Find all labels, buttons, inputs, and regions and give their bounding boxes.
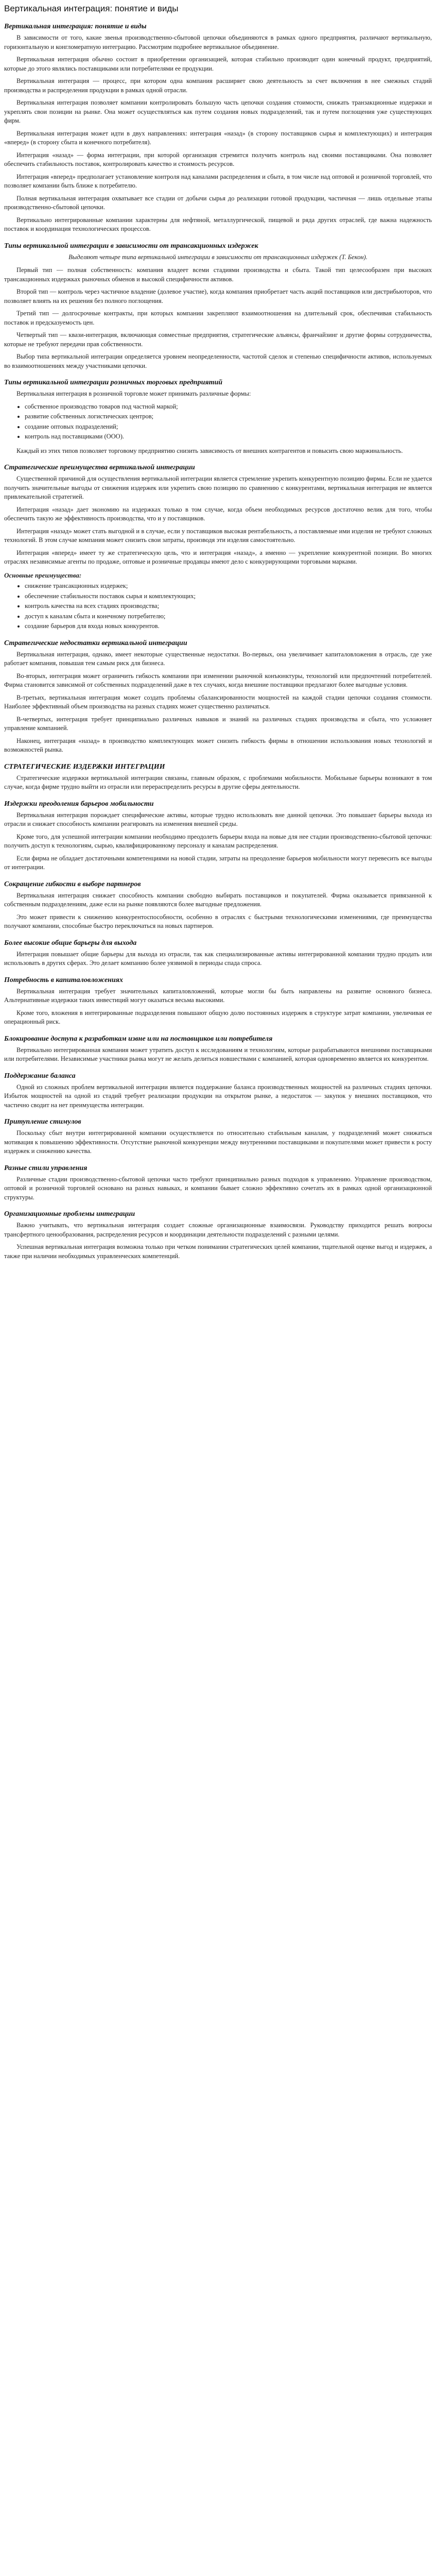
section-heading: Поддержание баланса (4, 1072, 76, 1080)
section-flexibility (4, 879, 432, 931)
intro-paragraph: Вертикальная интеграция обычно состоит в приобретении организацией, которая стабильно производит один конечный продукт, предприятий, которые до этого являлись поставщиками или потребителями ее продукции. (4, 56, 432, 72)
section-paragraph: Интеграция «назад» может стать выгодной и в случае, если у поставщиков высокая рентабельность, а поставляемые ими изделия не требуют сложных технологий. В этом случае компания может снизить свои затраты, производя эти изделия самостоятельно. (4, 527, 432, 544)
intro-paragraph: Интеграция «назад» — форма интеграции, при которой организация стремится получить контроль над своими поставщиками. Она позволяет обеспечить стабильность поставок, контролировать качество и стоимость ресурсов. (4, 151, 432, 167)
section-paragraph: Существенной причиной для осуществления вертикальной интеграции является стремление укрепить конкурентную позицию фирмы. Если не удается получить значительные выгоды от снижения издержек или укрепить свою позицию по сравнению с конкурентами, вертикальная интеграция не является привлекательной стратегией. (4, 475, 432, 500)
section-paragraph: В-четвертых, интеграция требует принципиально различных навыков и знаний на различных стадиях производства и сбыта, что усложняет управление компанией. (4, 715, 432, 732)
intro-paragraph: Вертикальная интеграция — процесс, при котором одна компания расширяет свою деятельность за счет включения в нее смежных стадий производства и распределения продукции в рамках одной отрасли. (4, 77, 432, 94)
section-subheading: Основные преимущества: (4, 571, 82, 579)
section-exit-barriers (4, 938, 432, 968)
section-paragraph: Кроме того, вложения в интегрированные подразделения повышают общую долю постоянных издержек в структуре затрат компании, увеличивая ее операционный риск. (4, 1009, 432, 1025)
section-paragraph: Стратегические издержки вертикальной интеграции связаны, главным образом, с проблемами мобильности. Мобильные барьеры возникают в том случае, когда фирме трудно выйти из отрасли или перераспределить ресурсы в другие сферы деятельности. (4, 774, 432, 790)
section-paragraph: В-третьих, вертикальная интеграция может создать проблемы сбалансированности мощностей на каждой стадии цепочки создания стоимости. Наиболее эффективный объем производства на разных стадиях может существенно различаться. (4, 693, 432, 710)
list-item: • создание барьеров для входа новых конкурентов. (25, 622, 432, 631)
section-paragraph: Вертикально интегрированная компания может утратить доступ к исследованиям и технологиям, которые разрабатываются внешними поставщиками или потребителями. Независимые участники рынка могут не желать делиться новшествами с компанией, которая одновременно является их конкурентом. (4, 1046, 432, 1062)
section-paragraph: Вертикальная интеграция порождает специфические активы, которые трудно использовать вне данной цепочки. Это повышает барьеры выхода из отрасли и снижает способность компании реагировать на изменения внешней среды. (4, 811, 432, 827)
intro-paragraph: Вертикальная интеграция может идти в двух направлениях: интеграция «назад» (в сторону поставщиков сырья и комплектующих) и интеграция «вперед» (в сторону сбыта и конечного потребителя). (4, 129, 432, 146)
section-heading: Притупление стимулов (4, 1118, 81, 1126)
section-strategic-costs (4, 762, 432, 792)
section-organizational (4, 1209, 432, 1261)
section-heading: Типы вертикальной интеграции в зависимости от трансакционных издержек (4, 242, 258, 250)
section-heading: Блокирование доступа к разработкам извне или на поставщиков или потребителя (4, 1035, 273, 1043)
section-paragraph: Наконец, интеграция «назад» в производство комплектующих может снизить гибкость фирмы в отношении использования новых технологий и возможностей рынка. (4, 737, 432, 753)
section-capital (4, 975, 432, 1027)
section-paragraph: Интеграция «вперед» имеет ту же стратегическую цель, что и интеграция «назад», а именно — укрепление конкурентной позиции. Во многих отраслях независимые агенты по продаже, оптовые и розничные продавцы имеют дело с конкурирующими торговыми марками. (4, 549, 432, 565)
intro-paragraph: В зависимости от того, какие звенья производственно-сбытовой цепочки объединяются в рамках одного предприятия, различают вертикальную, горизонтальную и конгломератную интеграцию. Рассмотрим подробнее вертикальное объединение. (4, 34, 432, 50)
section-heading: Стратегические преимущества вертикальной интеграции (4, 464, 195, 471)
section-paragraph: Четвертый тип — квази-интеграция, включающая совместные предприятия, стратегические альянсы, франчайзинг и другие формы сотрудничества, которые не требуют передачи прав собственности. (4, 331, 432, 348)
section-retail-types (4, 378, 432, 455)
list-item: • создание оптовых подразделений; (25, 422, 432, 432)
section-paragraph: Первый тип — полная собственность: компания владеет всеми стадиями производства и сбыта. Такой тип целесообразен при высоких трансакционных издержках рыночных обменов и высокой специфичности активов. (4, 266, 432, 283)
intro-paragraph: Интеграция «вперед» предполагает установление контроля над каналами распределения и сбыта, в том числе над оптовой и розничной торговлей, что позволяет компании быть ближе к потребителю. (4, 173, 432, 189)
section-paragraph: Вертикальная интеграция в розничной торговле может принимать различные формы: (16, 390, 251, 397)
section-paragraph: Второй тип — контроль через частичное владение (долевое участие), когда компания приобретает часть акций поставщиков или дистрибьюторов, что позволяет влиять на их решения без полного поглощения. (4, 288, 432, 304)
list-item: • развитие собственных логистических центров; (25, 412, 432, 421)
section-balance (4, 1071, 432, 1110)
section-heading: СТРАТЕГИЧЕСКИЕ ИЗДЕРЖКИ ИНТЕГРАЦИИ (4, 762, 165, 771)
section-heading: Сокращение гибкости в выборе партнеров (4, 880, 141, 888)
section-paragraph: Поскольку сбыт внутри интегрированной компании осуществляется по относительно стабильным каналам, у подразделений может снижаться мотивация к повышению эффективности. Отсутствие рыночной конкуренции между внутренними поставщиками и покупателями может привести к росту издержек и снижению качества. (4, 1129, 432, 1155)
list-item: • контроль качества на всех стадиях производства; (25, 602, 432, 611)
section-disadvantages (4, 638, 432, 755)
section-heading: Потребность в капиталовложениях (4, 976, 123, 984)
section-paragraph: Вертикальная интеграция требует значительных капиталовложений, которые могли бы быть направлены на развитие основного бизнеса. Альтернативные издержки таких инвестиций могут оказаться весьма высокими. (4, 987, 432, 1004)
list-item: • снижение трансакционных издержек; (25, 582, 432, 591)
list-item: • обеспечение стабильности поставок сырья и комплектующих; (25, 592, 432, 601)
section-mobility-barriers (4, 799, 432, 872)
section-heading: Типы вертикальной интеграции розничных торговых предприятий (4, 379, 223, 386)
section-paragraph: Вертикальная интеграция снижает способность компании свободно выбирать поставщиков и покупателей. Фирма оказывается привязанной к собственным подразделениям, даже если на рынке появляются более выгодные предложения. (4, 891, 432, 908)
intro-paragraph: Вертикальная интеграция позволяет компании контролировать большую часть цепочки создания стоимости, снижать транзакционные издержки и укреплять свои позиции на рынке. Она может осуществляться как путем создания новых подразделений, так и путем поглощения уже существующих фирм. (4, 99, 432, 124)
intro-paragraph: Вертикально интегрированные компании характерны для нефтяной, металлургической, пищевой и ряда других отраслей, где важна надежность поставок и координация технологических процессов. (4, 216, 432, 232)
document-page (0, 0, 436, 1272)
intro-paragraph: Полная вертикальная интеграция охватывает все стадии от добычи сырья до реализации готовой продукции, частичная — лишь отдельные этапы производственно-сбытовой цепочки. (4, 194, 432, 211)
section-paragraph: Одной из сложных проблем вертикальной интеграции является поддержание баланса производственных мощностей на различных стадиях цепочки. Избыток мощностей на одной из стадий требует реализации продукции на открытом рынке, а недостаток — закупок у внешних поставщиков, что частично сводит на нет преимущества интеграции. (4, 1083, 432, 1109)
section-paragraph: Успешная вертикальная интеграция возможна только при четком понимании стратегических целей компании, тщательной оценке выгод и издержек, а также при наличии необходимых управленческих компетенций. (4, 1243, 432, 1260)
section-paragraph: Различные стадии производственно-сбытовой цепочки часто требуют принципиально разных подходов к управлению. Управление производством, оптовой и розничной торговлей основано на разных навыках, и компании бывает сложно эффективно сочетать их в рамках одной организационной структуры. (4, 1175, 432, 1201)
section-paragraph: Каждый из этих типов позволяет торговому предприятию снизить зависимость от внешних контрагентов и повысить свою маржинальность. (16, 447, 403, 454)
document-title: Вертикальная интеграция: понятие и виды (4, 4, 179, 13)
intro-section (4, 33, 432, 234)
section-blocked-access (4, 1034, 432, 1064)
list-item: • собственное производство товаров под частной маркой; (25, 402, 432, 412)
section-lead: Выделяют четыре типа вертикальной интеграции в зависимости от трансакционных издержек (Т. Бекон). (68, 253, 368, 261)
section-paragraph: Во-вторых, интеграция может ограничить гибкость компании при изменении рыночной конъюнктуры, технологий или предпочтений потребителей. Фирма становится зависимой от собственных подразделений даже в тех случаях, когда внешние поставщики предлагают более выгодные условия. (4, 672, 432, 688)
section-advantages (4, 463, 432, 631)
section-paragraph: Кроме того, для успешной интеграции компании необходимо преодолеть барьеры входа на новые для нее стадии производственно-сбытовой цепочки: получить доступ к технологиям, сырью, квалифицированному персоналу и каналам распределения. (4, 833, 432, 849)
section-heading: Стратегические недостатки вертикальной интеграции (4, 639, 187, 647)
section-heading: Более высокие общие барьеры для выхода (4, 939, 137, 947)
section-heading: Разные стили управления (4, 1164, 88, 1172)
section-paragraph: Если фирма не обладает достаточными компетенциями на новой стадии, затраты на преодоление барьеров мобильности могут перевесить все выгоды от интеграции. (4, 854, 432, 871)
list-item: • доступ к каналам сбыта и конечному потребителю; (25, 612, 432, 621)
section-paragraph: Выбор типа вертикальной интеграции определяется уровнем неопределенности, частотой сделок и степенью специфичности активов, используемых во взаимоотношениях между участниками цепочки. (4, 353, 432, 369)
section-paragraph: Интеграция «назад» дает экономию на издержках только в том случае, когда объем необходимых ресурсов достаточно велик для того, чтобы обеспечить такую же эффективность производства, что и у поставщиков. (4, 505, 432, 522)
section-transaction-types (4, 241, 432, 371)
retail-types-list (4, 402, 432, 442)
list-item: • контроль над поставщиками (ООО). (25, 432, 432, 442)
section-heading: Организационные проблемы интеграции (4, 1210, 135, 1218)
section-paragraph: Вертикальная интеграция, однако, имеет некоторые существенные недостатки. Во-первых, она увеличивает капиталовложения в отрасль, где уже работает компания, повышая тем самым риск для бизнеса. (4, 650, 432, 667)
section-management-styles (4, 1163, 432, 1202)
section-paragraph: Интеграция повышает общие барьеры для выхода из отрасли, так как специализированные активы интегрированной компании трудно продать или использовать в других сферах. Это делает компанию более уязвимой в периоды спада спроса. (4, 950, 432, 967)
advantages-list (4, 582, 432, 631)
document-subtitle: Вертикальная интеграция: понятие и виды (4, 23, 147, 30)
section-paragraph: Третий тип — долгосрочные контракты, при которых компании закрепляют взаимоотношения на длительный срок, обеспечивая стабильность поставок и предсказуемость цен. (4, 310, 432, 326)
section-paragraph: Важно учитывать, что вертикальная интеграция создает сложные организационные взаимосвязи. Руководству приходится решать вопросы трансфертного ценообразования, распределения ресурсов и координации деятельности подразделений с разными целями. (4, 1222, 432, 1238)
section-heading: Издержки преодоления барьеров мобильности (4, 800, 154, 808)
section-incentives (4, 1117, 432, 1156)
section-paragraph: Это может привести к снижению конкурентоспособности, особенно в отраслях с быстрыми технологическими изменениями, где преимущества получают компании, способные быстро переключаться на новых партнеров. (4, 913, 432, 929)
